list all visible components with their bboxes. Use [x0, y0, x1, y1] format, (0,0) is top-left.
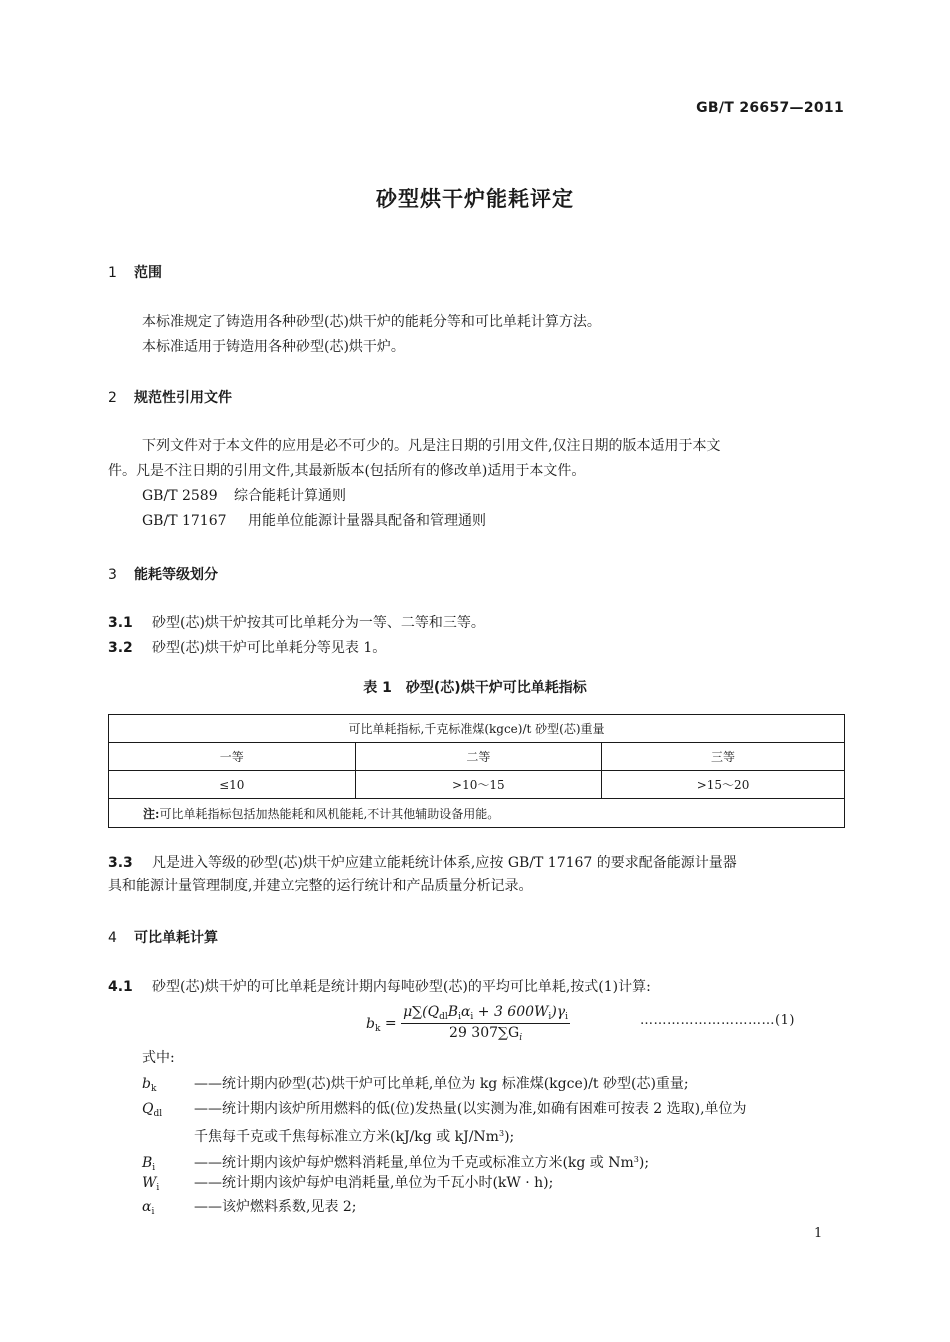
note-text: 可比单耗指标包括加热能耗和风机能耗,不计其他辅助设备用能。 — [159, 806, 500, 821]
section-1-heading — [108, 262, 162, 282]
table-row — [109, 771, 845, 799]
reference-code: GB/T 17167 — [142, 513, 227, 529]
section-4-heading — [108, 927, 218, 947]
document-title: 砂型烘干炉能耗评定 — [376, 187, 574, 211]
clause-number: 4.1 — [108, 979, 133, 995]
clause-number: 3.2 — [108, 640, 133, 656]
section-number: 4 — [108, 930, 117, 946]
variable-description: ——统计期内该炉每炉电消耗量,单位为千瓦小时(kW · h); — [194, 1175, 554, 1191]
section-number: 3 — [108, 567, 117, 583]
clause-3-3 — [108, 852, 737, 872]
clause-text: 砂型(芯)烘干炉的可比单耗是统计期内每吨砂型(芯)的平均可比单耗,按式(1)计算: — [152, 979, 651, 995]
variable-description: ——统计期内砂型(芯)烘干炉可比单耗,单位为 kg 标准煤(kgce)/t 砂型(芯)重量; — [194, 1076, 689, 1092]
variable-symbol: $Q_{dl}$ — [142, 1101, 163, 1119]
column-header: 三等 — [602, 743, 845, 771]
variable-description: ——统计期内该炉所用燃料的低(位)发热量(以实测为准,如确有困难可按表 2 选取),单位为 — [194, 1101, 747, 1117]
paragraph: 件。凡是不注日期的引用文件,其最新版本(包括所有的修改单)适用于本文件。 — [108, 463, 586, 479]
variable-description: ——统计期内该炉每炉燃料消耗量,单位为千克或标准立方米(kg 或 Nm$^3$); — [194, 1155, 650, 1171]
formula-1: $b_k$ = $\frac{\mu\sum(Q_{dl}B_i\alpha_i + 3 600W_i)\gamma_i}{29 307\sum G_i}$ — [366, 1004, 569, 1043]
reference-item — [142, 484, 346, 509]
variable-description-continued: 千焦每千克或千焦每标准立方米(kJ/kg 或 kJ/Nm$^3$); — [194, 1129, 515, 1145]
equation-number: …………………………(1) — [640, 1013, 795, 1028]
clause-text: 砂型(芯)烘干炉可比单耗分等见表 1。 — [152, 640, 387, 656]
variable-symbol: $b_k$ — [142, 1076, 157, 1094]
variable-symbol: $W_i$ — [142, 1175, 160, 1193]
where-label: 式中: — [142, 1050, 175, 1066]
section-number: 1 — [108, 265, 117, 281]
variable-description: ——该炉燃料系数,见表 2; — [194, 1199, 357, 1215]
table-row — [109, 743, 845, 771]
table-caption: 表 1 砂型(芯)烘干炉可比单耗指标 — [363, 680, 587, 696]
clause-number: 3.1 — [108, 615, 133, 631]
table-row — [109, 715, 845, 743]
standard-code: GB/T 26657—2011 — [696, 100, 844, 116]
formula-denominator: 29 $307\sum G_i$ — [449, 1025, 523, 1043]
clause-text: 凡是进入等级的砂型(芯)烘干炉应建立能耗统计体系,应按 GB/T 17167 的要求配备能源计量器 — [152, 855, 737, 871]
clause-3-2 — [108, 637, 386, 657]
table-note — [109, 799, 845, 828]
variable-definition — [142, 1195, 357, 1225]
section-2-heading — [108, 387, 232, 407]
note-label: 注: — [143, 806, 160, 821]
page-number: 1 — [814, 1226, 823, 1241]
reference-title: 综合能耗计算通则 — [234, 488, 346, 504]
table-cell: >10～15 — [355, 771, 602, 799]
section-title: 规范性引用文件 — [134, 390, 232, 406]
section-title: 范围 — [134, 265, 162, 281]
variable-symbol: $\alpha_i$ — [142, 1199, 155, 1217]
section-number: 2 — [108, 390, 117, 406]
formula-lhs: $b_k$ — [366, 1015, 381, 1034]
clause-3-1 — [108, 612, 485, 632]
section-title: 可比单耗计算 — [134, 930, 218, 946]
paragraph: 本标准适用于铸造用各种砂型(芯)烘干炉。 — [142, 339, 405, 355]
paragraph: 下列文件对于本文件的应用是必不可少的。凡是注日期的引用文件,仅注日期的版本适用于本文 — [142, 438, 721, 454]
formula-fraction — [401, 1004, 570, 1043]
table-row — [109, 799, 845, 828]
variable-symbol: $B_i$ — [142, 1155, 156, 1173]
section-title: 能耗等级划分 — [134, 567, 218, 583]
table-cell: >15～20 — [602, 771, 845, 799]
table-header: 可比单耗指标,千克标准煤(kgce)/t 砂型(芯)重量 — [109, 715, 845, 743]
paragraph: 具和能源计量管理制度,并建立完整的运行统计和产品质量分析记录。 — [108, 878, 533, 894]
reference-title: 用能单位能源计量器具配备和管理通则 — [248, 513, 486, 529]
paragraph: 本标准规定了铸造用各种砂型(芯)烘干炉的能耗分等和可比单耗计算方法。 — [142, 314, 601, 330]
table-cell: ≤10 — [109, 771, 356, 799]
column-header: 一等 — [109, 743, 356, 771]
reference-item — [142, 509, 486, 534]
reference-code: GB/T 2589 — [142, 488, 218, 504]
energy-index-table — [108, 714, 845, 828]
formula-numerator: $\mu\sum(Q_{dl}B_i\alpha_i + 3$ $600W_i)\gamma_i$ — [403, 1004, 569, 1022]
clause-text: 砂型(芯)烘干炉按其可比单耗分为一等、二等和三等。 — [152, 615, 485, 631]
clause-number: 3.3 — [108, 855, 133, 871]
column-header: 二等 — [355, 743, 602, 771]
clause-4-1 — [108, 976, 651, 996]
section-3-heading — [108, 564, 218, 584]
